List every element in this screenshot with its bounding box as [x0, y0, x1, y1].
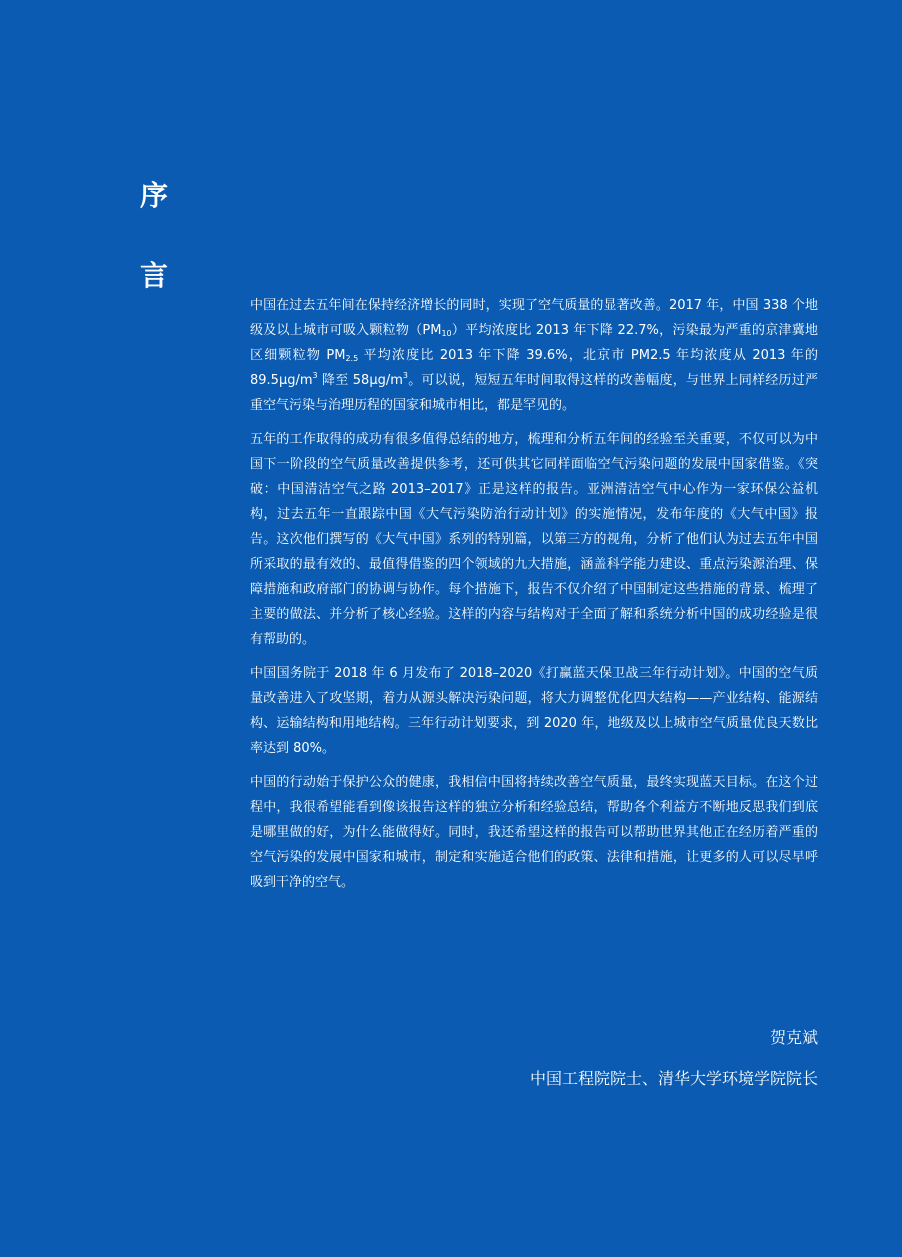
- author-name: 贺克斌: [769, 1028, 818, 1047]
- paragraph-1-part-5: 。可以说，短短五年时间取得这样的改善幅度，与世界上同样经历过严重空气污染与治理历程的国家和城市相比，都是罕见的。: [250, 373, 818, 413]
- paragraph-4: 中国的行动始于保护公众的健康，我相信中国将持续改善空气质量，最终实现蓝天目标。在这个过程中，我很希望能看到像该报告这样的独立分析和经验总结，帮助各个利益方不断地反思我们到底是哪里做的好，为什么能做得好。同时，我还希望这样的报告可以帮助世界其他正在经历着严重的空气污染的发展中国家和城市，制定和实施适合他们的政策、法律和措施，让更多的人可以尽早呼吸到干净的空气。: [250, 775, 818, 890]
- paragraph-1-part-3: 平均浓度比 2013 年下降 39.6%，北京市 PM2.5 年均浓度从 2013 年的 89.5μg/m: [250, 348, 818, 388]
- author-title: 中国工程院院士、清华大学环境学院院长: [529, 1069, 818, 1088]
- paragraph-1-part-1: 中国在过去五年间在保持经济增长的同时，实现了空气质量的显著改善。2017 年，中国 338 个地级及以上城市可吸入颗粒物（PM: [250, 298, 818, 338]
- signature-block: [530, 1026, 818, 1091]
- preface-body: [250, 293, 818, 904]
- page-heading: [140, 179, 180, 342]
- heading-char-2: 言: [140, 259, 169, 292]
- pm10-subscript: 10: [441, 329, 452, 338]
- paragraph-1-part-2: ）平均浓度比 2013 年下降 22.7%，污染最为严重的京津冀地区细颗粒物 PM: [250, 323, 818, 363]
- heading-char-1: 序: [140, 179, 169, 212]
- pm25-subscript: 2.5: [345, 354, 359, 363]
- paragraph-3: 中国国务院于 2018 年 6 月发布了 2018–2020《打赢蓝天保卫战三年行动计划》。中国的空气质量改善进入了攻坚期，着力从源头解决污染问题，将大力调整优化四大结构——产业结构、能源结构、运输结构和用地结构。三年行动计划要求，到 2020 年，地级及以上城市空气质量优良天数比率达到 80%。: [250, 666, 818, 756]
- paragraph-1-part-4: 降至 58μg/m: [317, 373, 403, 388]
- cubic-superscript-1: 3: [312, 371, 318, 380]
- paragraph-1: [250, 293, 818, 418]
- cubic-superscript-2: 3: [402, 371, 408, 380]
- paragraph-2: 五年的工作取得的成功有很多值得总结的地方，梳理和分析五年间的经验至关重要，不仅可以为中国下一阶段的空气质量改善提供参考，还可供其它同样面临空气污染问题的发展中国家借鉴。《突破：中国清洁空气之路 2013–2017》正是这样的报告。亚洲清洁空气中心作为一家环保公益机构，过去五年一直跟踪中国《大气污染防治行动计划》的实施情况，发布年度的《大气中国》报告。这次他们撰写的《大气中国》系列的特别篇，以第三方的视角，分析了他们认为过去五年中国所采取的最有效的、最值得借鉴的四个领域的九大措施，涵盖科学能力建设、重点污染源治理、保障措施和政府部门的协调与协作。每个措施下，报告不仅介绍了中国制定这些措施的背景、梳理了主要的做法、并分析了核心经验。这样的内容与结构对于全面了解和系统分析中国的成功经验是很有帮助的。: [250, 432, 818, 647]
